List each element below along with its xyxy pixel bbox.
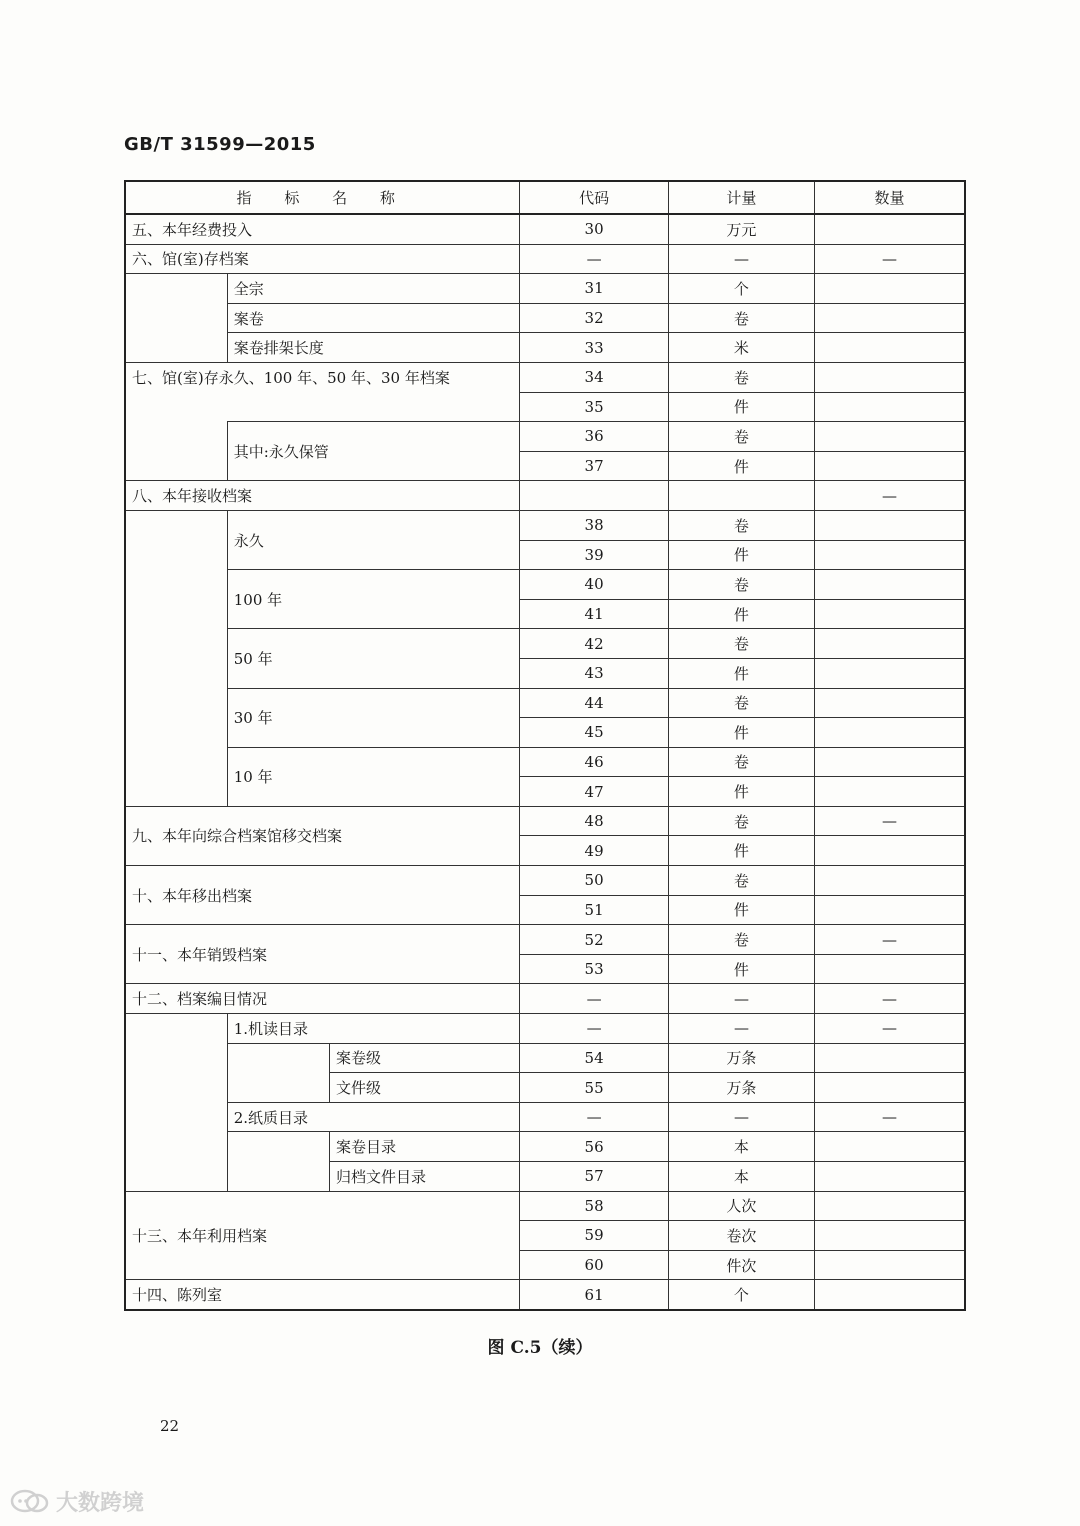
chat-bubbles-logo-icon <box>10 1487 50 1517</box>
row-code: 48 <box>520 806 668 836</box>
table-row <box>125 333 965 363</box>
figure-caption: 图 C.5（续） <box>487 1338 593 1358</box>
row-code: 40 <box>520 570 668 600</box>
row-unit: 本 <box>668 1132 814 1162</box>
row-code: 37 <box>520 451 668 481</box>
row-qty[interactable] <box>815 540 965 570</box>
row-unit: 本 <box>668 1162 814 1192</box>
row-unit: — <box>668 1102 814 1132</box>
table-header-row <box>125 181 965 214</box>
table-row <box>125 1014 965 1044</box>
row-unit: 件 <box>668 658 814 688</box>
table-row <box>125 1102 965 1132</box>
table-row <box>125 747 965 777</box>
statistics-table <box>124 180 966 1311</box>
row-label: 八、本年接收档案 <box>125 481 520 511</box>
row-unit: 件 <box>668 895 814 925</box>
row-code: — <box>520 984 668 1014</box>
table-row <box>125 362 965 392</box>
row-code <box>520 481 668 511</box>
row-label: 十二、档案编目情况 <box>125 984 520 1014</box>
row-unit: 人次 <box>668 1191 814 1221</box>
row-qty[interactable] <box>815 1221 965 1251</box>
row-qty: — <box>815 244 965 274</box>
row-code: — <box>520 244 668 274</box>
row-unit: 万条 <box>668 1043 814 1073</box>
row-unit: 个 <box>668 274 814 304</box>
row-qty[interactable] <box>815 422 965 452</box>
row-qty[interactable] <box>815 866 965 896</box>
table-row <box>125 925 965 955</box>
table-row <box>125 422 965 452</box>
row-label: 七、馆(室)存永久、100 年、50 年、30 年档案 <box>125 362 520 392</box>
row-label: 十、本年移出档案 <box>125 866 520 925</box>
row-qty[interactable] <box>815 1162 965 1192</box>
row-unit: 件 <box>668 836 814 866</box>
row-qty[interactable] <box>815 1191 965 1221</box>
table-row <box>125 244 965 274</box>
row-unit: 卷 <box>668 925 814 955</box>
row-qty[interactable] <box>815 214 965 244</box>
row-label: 案卷 <box>227 303 520 333</box>
row-code: 50 <box>520 866 668 896</box>
table-row <box>125 392 965 422</box>
row-code: 47 <box>520 777 668 807</box>
row-unit: 卷 <box>668 510 814 540</box>
table-row <box>125 806 965 836</box>
row-code: 44 <box>520 688 668 718</box>
row-code: 46 <box>520 747 668 777</box>
row-code: 41 <box>520 599 668 629</box>
row-qty[interactable] <box>815 1250 965 1280</box>
row-code: 38 <box>520 510 668 540</box>
row-label: 十三、本年利用档案 <box>125 1191 520 1280</box>
row-label: 十四、陈列室 <box>125 1280 520 1310</box>
indent-cell <box>125 510 227 806</box>
row-code: 54 <box>520 1043 668 1073</box>
row-unit: 卷 <box>668 747 814 777</box>
table-row <box>125 510 965 540</box>
row-qty[interactable] <box>815 1132 965 1162</box>
row-label: 六、馆(室)存档案 <box>125 244 520 274</box>
column-header-unit: 计量 <box>668 181 814 214</box>
row-unit: 件 <box>668 599 814 629</box>
watermark-text: 大数跨境 <box>56 1491 145 1516</box>
row-qty: — <box>815 1014 965 1044</box>
column-header-code: 代码 <box>520 181 668 214</box>
indent-cell <box>227 1132 329 1191</box>
group-label: 永久 <box>227 510 520 569</box>
row-qty[interactable] <box>815 1280 965 1310</box>
row-unit: 件 <box>668 451 814 481</box>
row-unit: 件 <box>668 954 814 984</box>
row-qty[interactable] <box>815 274 965 304</box>
row-unit: 卷 <box>668 629 814 659</box>
table-row <box>125 214 965 244</box>
row-unit: 卷 <box>668 362 814 392</box>
row-code: 58 <box>520 1191 668 1221</box>
row-label: 1.机读目录 <box>227 1014 520 1044</box>
row-unit: 件 <box>668 540 814 570</box>
page-number: 22 <box>160 1417 180 1435</box>
row-qty[interactable] <box>815 688 965 718</box>
row-code: 56 <box>520 1132 668 1162</box>
row-label: 归档文件目录 <box>329 1162 519 1192</box>
row-code: — <box>520 1102 668 1132</box>
row-qty[interactable] <box>815 718 965 748</box>
row-unit: 卷 <box>668 303 814 333</box>
row-code: 53 <box>520 954 668 984</box>
row-label: 五、本年经费投入 <box>125 214 520 244</box>
row-code: 55 <box>520 1073 668 1103</box>
group-label: 10 年 <box>227 747 520 806</box>
row-qty[interactable] <box>815 895 965 925</box>
row-code: 32 <box>520 303 668 333</box>
row-label: 全宗 <box>227 274 520 304</box>
table-row <box>125 1043 965 1073</box>
row-unit: 卷 <box>668 688 814 718</box>
row-code: 59 <box>520 1221 668 1251</box>
row-qty[interactable] <box>815 954 965 984</box>
row-qty[interactable] <box>815 777 965 807</box>
row-code: 57 <box>520 1162 668 1192</box>
row-unit: 件 <box>668 392 814 422</box>
group-label: 30 年 <box>227 688 520 747</box>
row-qty[interactable] <box>815 747 965 777</box>
row-label: 文件级 <box>329 1073 519 1103</box>
row-unit: 件次 <box>668 1250 814 1280</box>
row-qty[interactable] <box>815 629 965 659</box>
row-label: 十一、本年销毁档案 <box>125 925 520 984</box>
row-label: 九、本年向综合档案馆移交档案 <box>125 806 520 865</box>
row-code: — <box>520 1014 668 1044</box>
row-unit: 卷 <box>668 422 814 452</box>
row-unit: 万元 <box>668 214 814 244</box>
row-code: 52 <box>520 925 668 955</box>
indent-cell <box>125 1014 227 1192</box>
row-unit <box>668 481 814 511</box>
row-qty[interactable] <box>815 392 965 422</box>
indent-cell <box>125 274 227 363</box>
row-unit: 卷 <box>668 806 814 836</box>
row-qty: — <box>815 925 965 955</box>
table-row <box>125 984 965 1014</box>
table-row <box>125 1280 965 1310</box>
row-code: 33 <box>520 333 668 363</box>
row-code: 49 <box>520 836 668 866</box>
row-qty[interactable] <box>815 1073 965 1103</box>
row-qty[interactable] <box>815 570 965 600</box>
watermark <box>10 1486 144 1517</box>
group-label: 100 年 <box>227 570 520 629</box>
table-row <box>125 1191 965 1221</box>
blank-cell <box>125 392 520 422</box>
row-qty[interactable] <box>815 362 965 392</box>
table-row <box>125 303 965 333</box>
row-code: 51 <box>520 895 668 925</box>
row-qty[interactable] <box>815 451 965 481</box>
row-qty: — <box>815 1102 965 1132</box>
row-unit: 个 <box>668 1280 814 1310</box>
row-unit: — <box>668 984 814 1014</box>
row-qty: — <box>815 984 965 1014</box>
row-code: 34 <box>520 362 668 392</box>
row-label: 案卷级 <box>329 1043 519 1073</box>
row-qty[interactable] <box>815 303 965 333</box>
table-row <box>125 629 965 659</box>
row-code: 35 <box>520 392 668 422</box>
row-qty[interactable] <box>815 599 965 629</box>
row-code: 42 <box>520 629 668 659</box>
row-unit: — <box>668 1014 814 1044</box>
table-row <box>125 274 965 304</box>
row-unit: — <box>668 244 814 274</box>
row-unit: 万条 <box>668 1073 814 1103</box>
standard-number: GB/T 31599—2015 <box>124 134 316 155</box>
row-code: 43 <box>520 658 668 688</box>
row-code: 30 <box>520 214 668 244</box>
row-qty: — <box>815 806 965 836</box>
table-row <box>125 1132 965 1162</box>
column-header-qty: 数量 <box>815 181 965 214</box>
row-unit: 卷 <box>668 570 814 600</box>
row-code: 45 <box>520 718 668 748</box>
row-qty[interactable] <box>815 1043 965 1073</box>
table-row <box>125 481 965 511</box>
row-unit: 件 <box>668 777 814 807</box>
table-row <box>125 866 965 896</box>
row-label: 2.纸质目录 <box>227 1102 520 1132</box>
table-row <box>125 688 965 718</box>
row-qty[interactable] <box>815 658 965 688</box>
row-unit: 卷 <box>668 866 814 896</box>
row-label: 案卷目录 <box>329 1132 519 1162</box>
row-label: 案卷排架长度 <box>227 333 520 363</box>
row-qty: — <box>815 481 965 511</box>
row-unit: 米 <box>668 333 814 363</box>
row-code: 60 <box>520 1250 668 1280</box>
indent-cell <box>125 422 227 481</box>
row-qty[interactable] <box>815 510 965 540</box>
column-header-name: 指 标 名 称 <box>125 181 520 214</box>
row-qty[interactable] <box>815 836 965 866</box>
table-row <box>125 570 965 600</box>
row-code: 31 <box>520 274 668 304</box>
row-code: 61 <box>520 1280 668 1310</box>
row-label: 其中:永久保管 <box>227 422 520 481</box>
group-label: 50 年 <box>227 629 520 688</box>
indent-cell <box>227 1043 329 1102</box>
row-code: 39 <box>520 540 668 570</box>
row-unit: 件 <box>668 718 814 748</box>
row-unit: 卷次 <box>668 1221 814 1251</box>
row-qty[interactable] <box>815 333 965 363</box>
row-code: 36 <box>520 422 668 452</box>
